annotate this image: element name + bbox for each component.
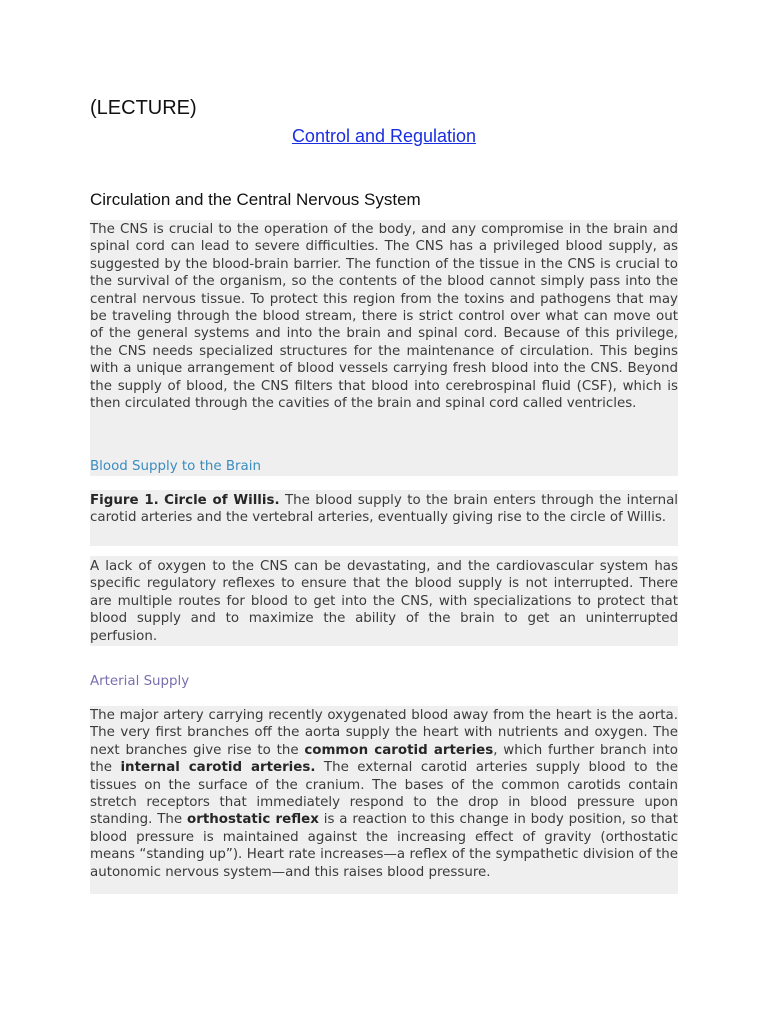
figure-name: Circle of Willis.: [164, 493, 280, 508]
paragraph-cns-intro: The CNS is crucial to the operation of the body, and any compromise in the brain and spinal cord can lead to severe difficulties. The CNS has a privileged blood supply, as suggested by the blood-brain barrier. The function of the tissue in the CNS is crucial to the survival of the organism, so the contents of the blood cannot simply pass into the central nervous tissue. To protect this region from the toxins and pathogens that may be traveling through the blood stream, there is strict control over what can move out of the general systems and into the brain and spinal cord. Because of this privilege, the CNS needs specialized structures for the maintenance of circulation. This begins with a unique arrangement of blood vessels carrying fresh blood into the CNS. Beyond the supply of blood, the CNS filters that blood into cerebrospinal fluid (CSF), which is then circulated through the cavities of the brain and spinal cord called ventricles.: [90, 222, 678, 412]
arterial-text-2: , which further branch into the: [90, 742, 678, 776]
figure-caption-text: The blood supply to the brain enters through the internal carotid arteries and the vertebral arteries, eventually giving rise to the circle of Willis.: [90, 493, 678, 526]
figure-caption: [90, 492, 678, 527]
paragraph-oxygen: A lack of oxygen to the CNS can be devastating, and the cardiovascular system has specific regulatory reflexes to ensure that the blood supply is not interrupted. There are multiple routes for blood to get into the CNS, with specializations to protect that blood supply and to maximize the ability of the brain to get an uninterrupted perfusion.: [90, 559, 678, 644]
document-title-link[interactable]: Control and Regulation: [291, 126, 477, 146]
lecture-label: (LECTURE): [90, 97, 197, 119]
paragraph-arterial: [90, 707, 678, 881]
section-heading: Circulation and the Central Nervous System: [90, 190, 421, 209]
figure-label: Figure 1.: [90, 493, 159, 508]
term-orthostatic-reflex: orthostatic reflex: [187, 812, 319, 828]
arterial-text-4: is a reaction to this change in body position, so that blood pressure is maintained against the increasing effect of gravity (orthostatic means “standing up”). Heart rate increases—a reflex of the sympathetic division of the autonomic nervous system—and this raises blood pressure.: [90, 812, 679, 880]
arterial-text-1: The major artery carrying recently oxygenated blood away from the heart is the aorta. The very first branches off the aorta supply the heart with nutrients and oxygen. The next branches give rise to the: [90, 708, 678, 758]
arterial-text-3: The external carotid arteries supply blood to the tissues on the surface of the cranium. The bases of the common carotids contain stretch receptors that immediately respond to the drop in blood pressure upon standing. The: [90, 760, 678, 828]
subheading-arterial-supply: Arterial Supply: [90, 674, 190, 689]
term-internal-carotid: internal carotid arteries.: [120, 760, 316, 776]
term-common-carotid: common carotid arteries: [304, 742, 494, 758]
subheading-blood-supply: Blood Supply to the Brain: [90, 459, 261, 474]
